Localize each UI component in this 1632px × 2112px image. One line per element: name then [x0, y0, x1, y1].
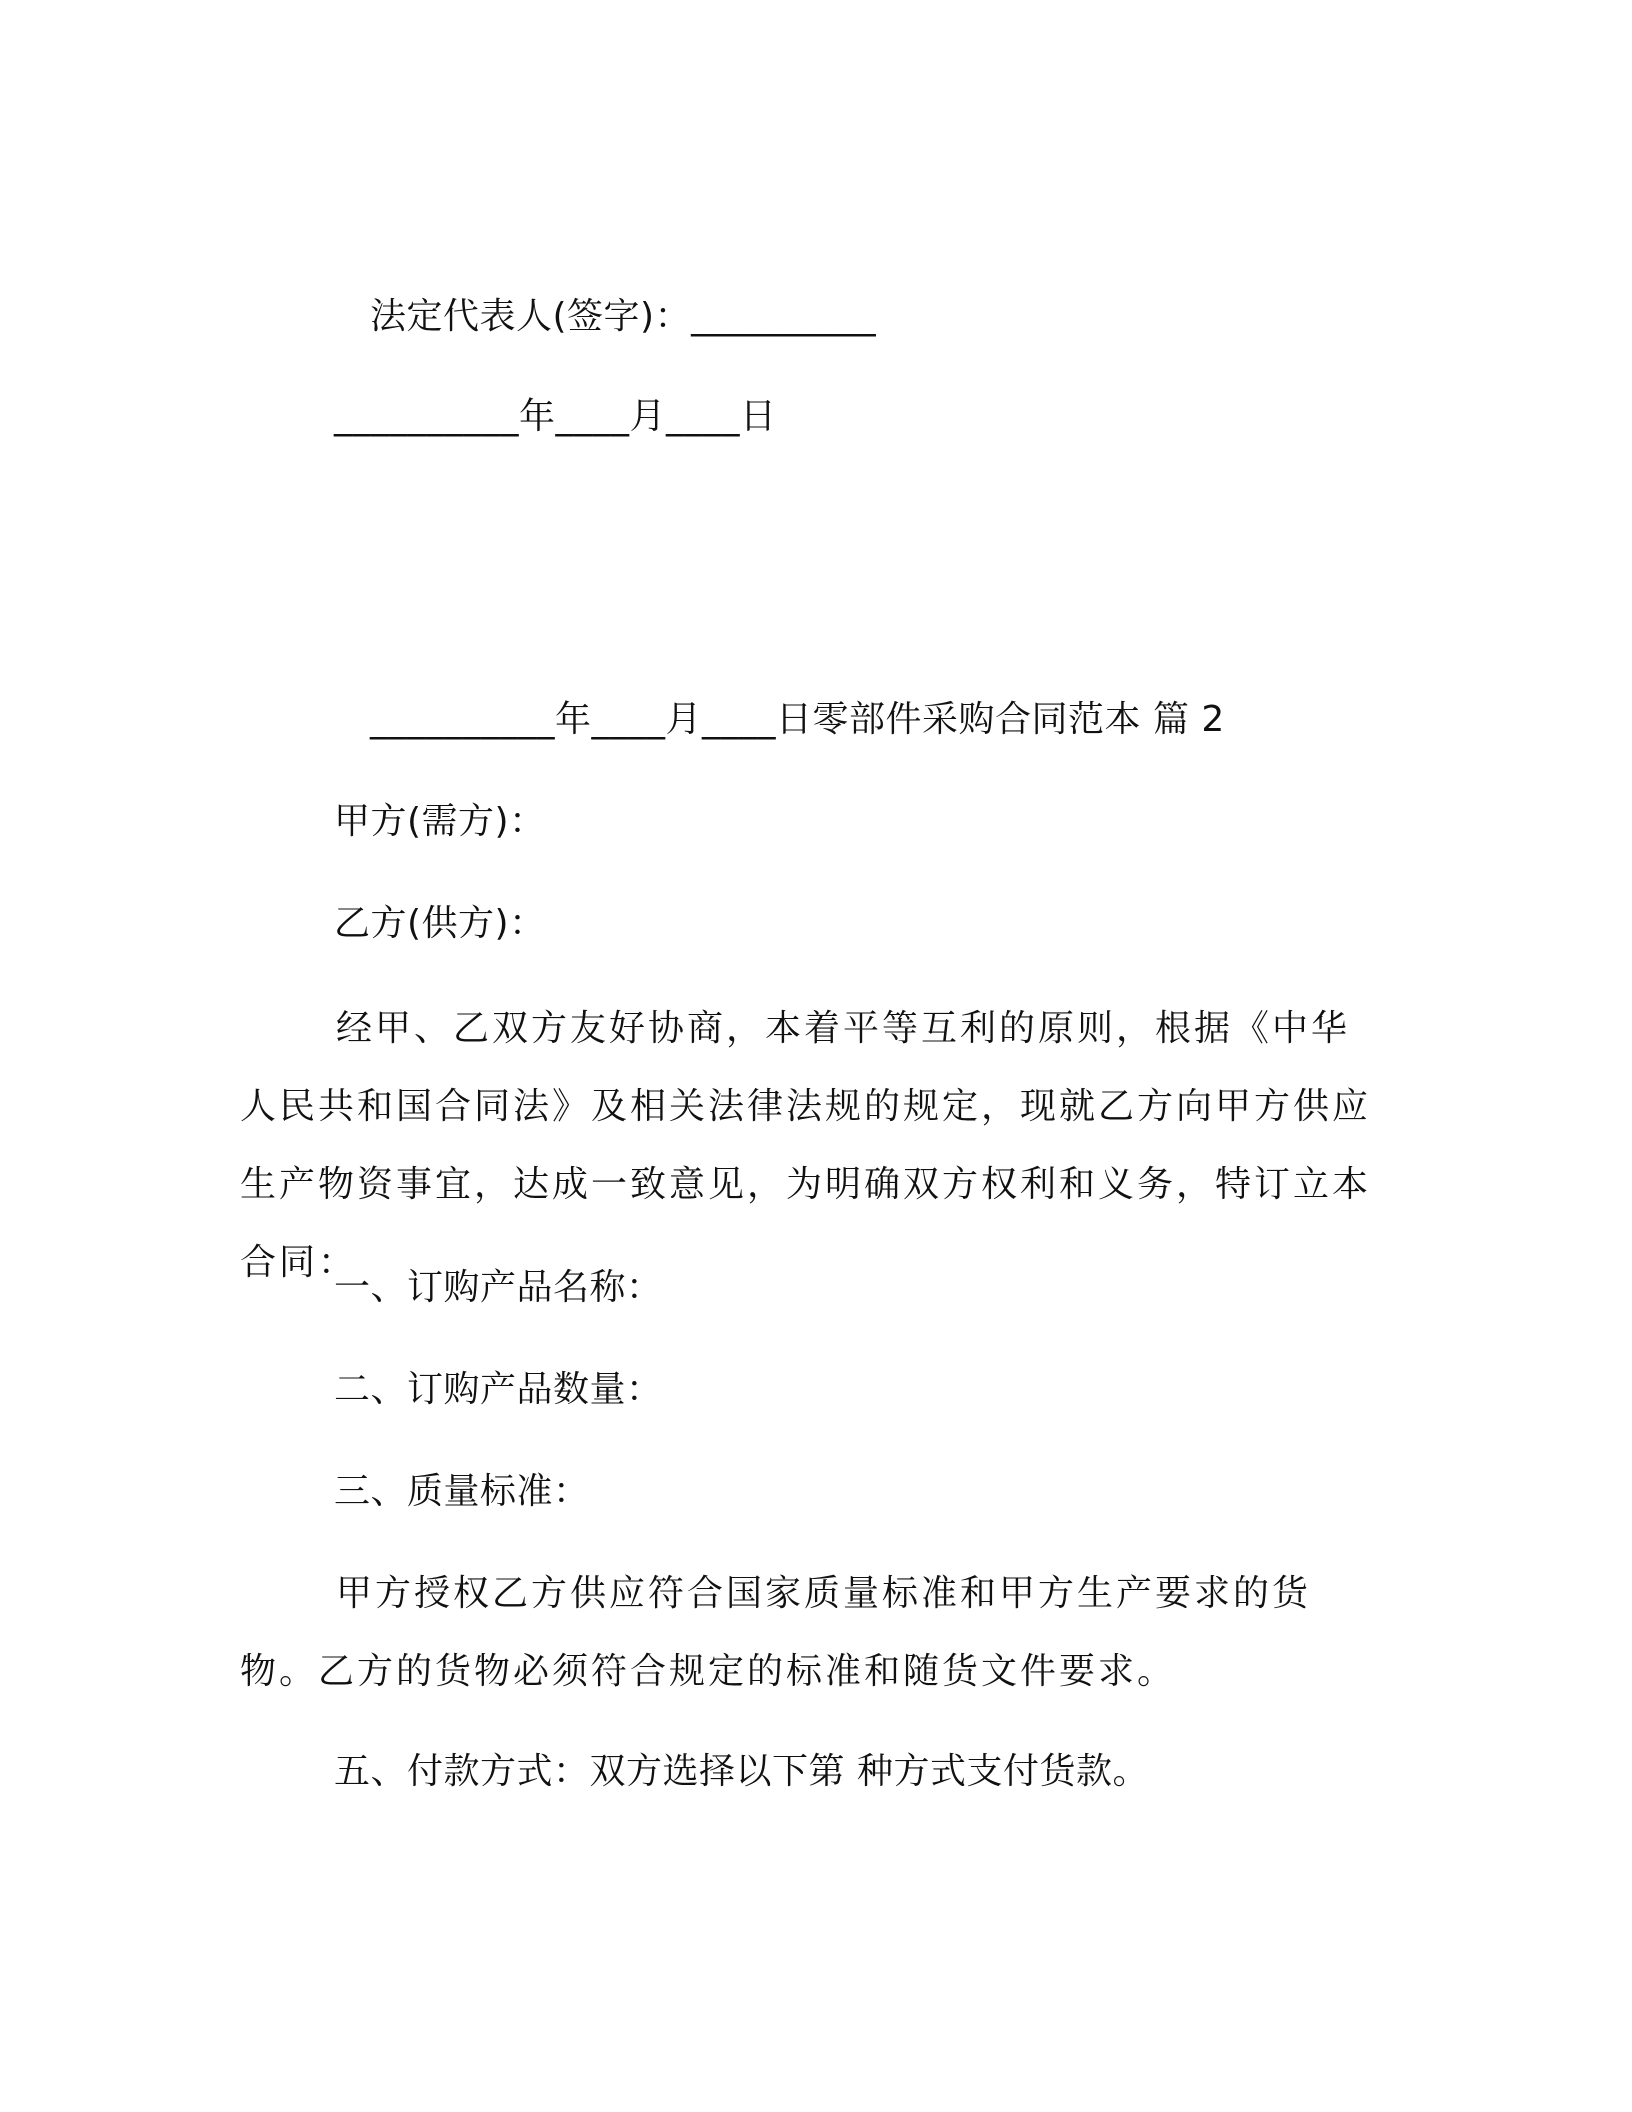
clause-payment-method: 五、付款方式：双方选择以下第 种方式支付货款。 — [334, 1751, 1149, 1792]
clause-quality-standard: 三、质量标准： — [334, 1471, 590, 1512]
clause-product-name: 一、订购产品名称： — [334, 1267, 663, 1308]
quality-paragraph: 甲方授权乙方供应符合国家质量标准和甲方生产要求的货物。乙方的货物必须符合规定的标准和随货文件要求。 — [240, 1573, 1312, 1692]
party-a-label: 甲方(需方)： — [334, 801, 546, 842]
intro-paragraph: 经甲、乙双方友好协商，本着平等互利的原则，根据《中华人民共和国合同法》及相关法律法规的规定，现就乙方向甲方供应生产物资事宜，达成一致意见，为明确双方权利和义务，特订立本合同： — [240, 1008, 1372, 1283]
legal-representative-signature-line: 法定代表人(签字)：__________ — [370, 296, 877, 337]
signature-date-line: __________年____月____日 — [334, 396, 777, 437]
section-title: __________年____月____日零部件采购合同范本 篇 2 — [370, 699, 1225, 740]
party-b-label: 乙方(供方)： — [334, 903, 546, 944]
clause-product-quantity: 二、订购产品数量： — [334, 1369, 663, 1410]
